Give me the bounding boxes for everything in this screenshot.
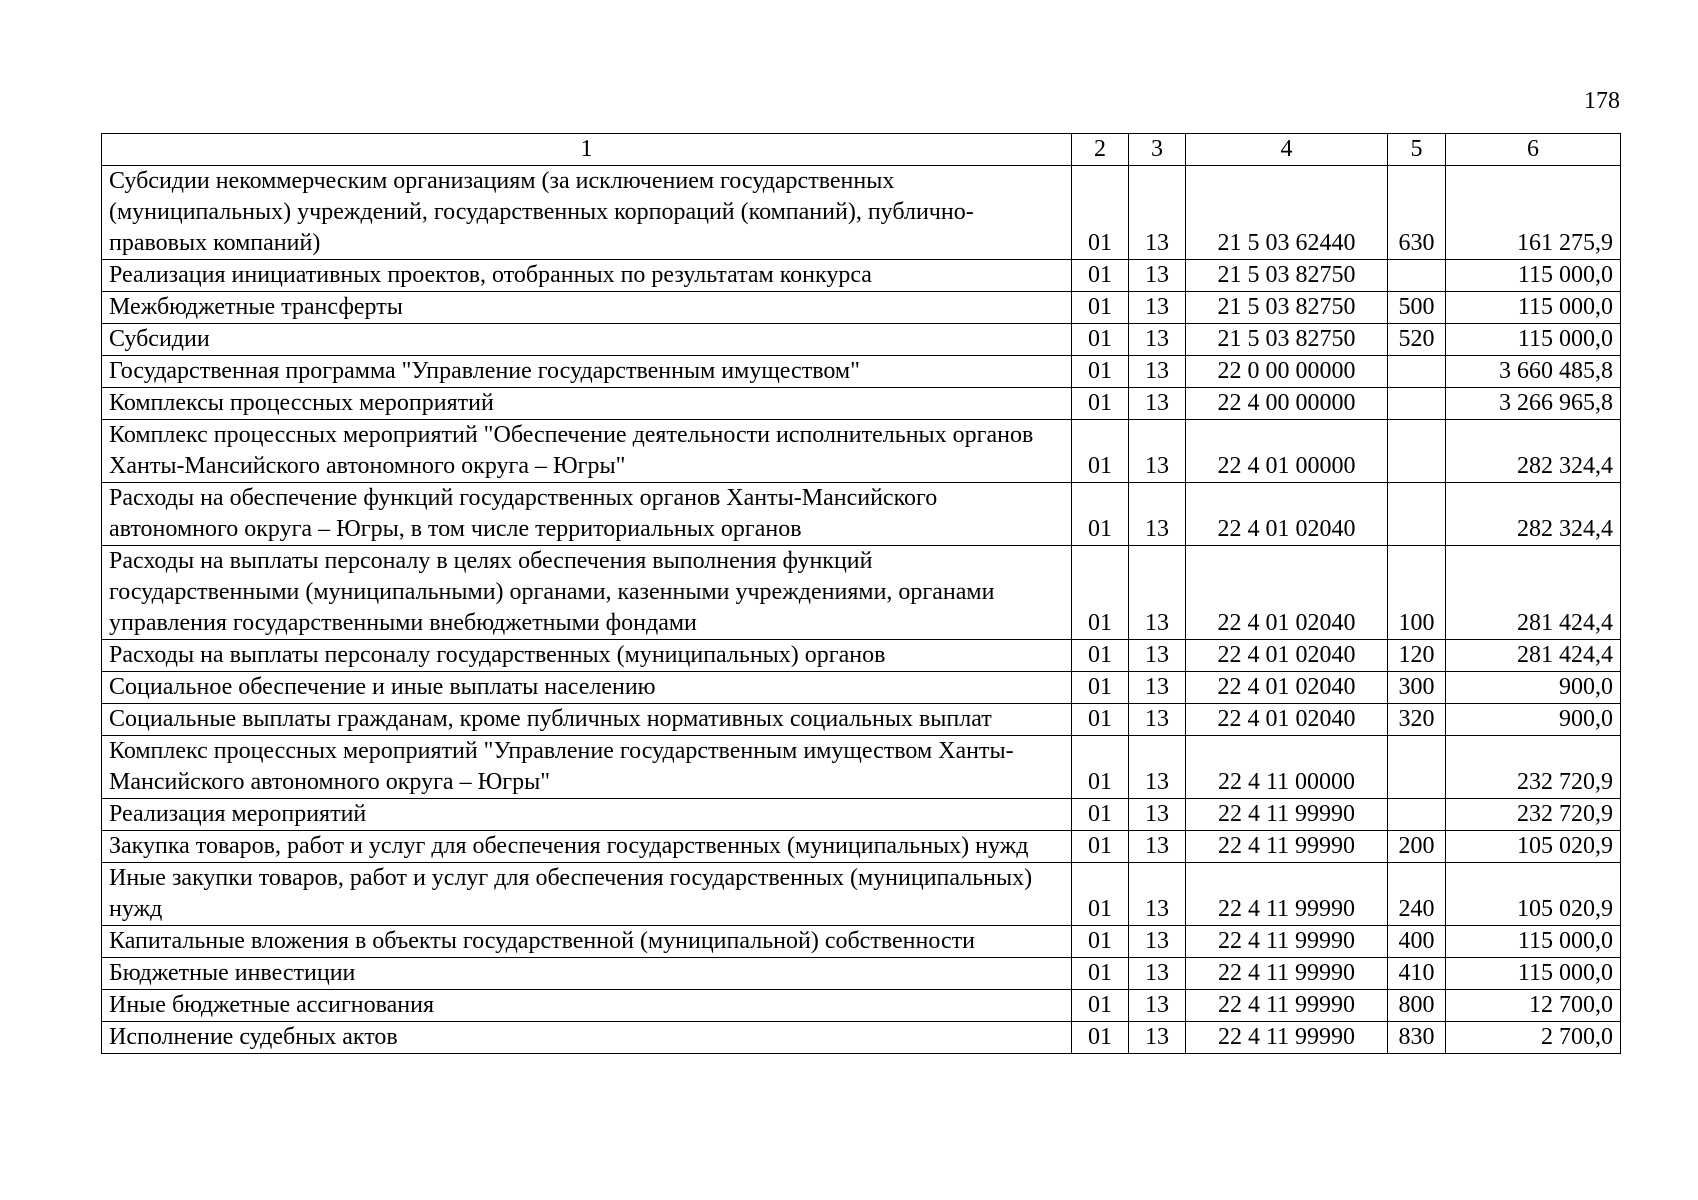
row-subsection-cell: 13	[1129, 420, 1186, 483]
row-expense-type-cell	[1388, 388, 1446, 420]
table-row	[102, 324, 1621, 356]
header-cell: 6	[1446, 134, 1621, 166]
row-amount-cell: 281 424,4	[1446, 640, 1621, 672]
row-name-cell: Иные бюджетные ассигнования	[102, 990, 1072, 1022]
row-amount-cell: 282 324,4	[1446, 420, 1621, 483]
row-subsection-cell: 13	[1129, 324, 1186, 356]
row-section-cell: 01	[1072, 324, 1129, 356]
row-subsection-cell: 13	[1129, 166, 1186, 260]
table-row	[102, 388, 1621, 420]
row-subsection-cell: 13	[1129, 958, 1186, 990]
row-expense-type-cell: 200	[1388, 831, 1446, 863]
row-subsection-cell: 13	[1129, 990, 1186, 1022]
row-subsection-cell: 13	[1129, 831, 1186, 863]
row-target-article-cell: 22 4 11 00000	[1186, 736, 1388, 799]
row-name-cell: Иные закупки товаров, работ и услуг для обеспечения государственных (муниципальных) нужд	[102, 863, 1072, 926]
row-expense-type-cell: 100	[1388, 546, 1446, 640]
row-amount-cell: 232 720,9	[1446, 736, 1621, 799]
table-row	[102, 292, 1621, 324]
row-target-article-cell: 22 0 00 00000	[1186, 356, 1388, 388]
row-expense-type-cell	[1388, 420, 1446, 483]
row-expense-type-cell	[1388, 736, 1446, 799]
row-name-cell: Бюджетные инвестиции	[102, 958, 1072, 990]
row-name-cell: Межбюджетные трансферты	[102, 292, 1072, 324]
row-target-article-cell: 21 5 03 82750	[1186, 260, 1388, 292]
row-expense-type-cell: 240	[1388, 863, 1446, 926]
row-section-cell: 01	[1072, 420, 1129, 483]
row-section-cell: 01	[1072, 166, 1129, 260]
row-section-cell: 01	[1072, 260, 1129, 292]
row-name-cell: Расходы на выплаты персоналу в целях обеспечения выполнения функций государственными (муниципальными) органами, казенными учреждениями, органами управления государственными внебюджетными фондами	[102, 546, 1072, 640]
table-row	[102, 166, 1621, 260]
row-target-article-cell: 21 5 03 82750	[1186, 324, 1388, 356]
table-row	[102, 799, 1621, 831]
row-section-cell: 01	[1072, 292, 1129, 324]
row-subsection-cell: 13	[1129, 926, 1186, 958]
row-section-cell: 01	[1072, 483, 1129, 546]
row-subsection-cell: 13	[1129, 672, 1186, 704]
row-expense-type-cell	[1388, 356, 1446, 388]
row-subsection-cell: 13	[1129, 704, 1186, 736]
row-section-cell: 01	[1072, 990, 1129, 1022]
row-target-article-cell: 22 4 01 02040	[1186, 546, 1388, 640]
row-expense-type-cell: 120	[1388, 640, 1446, 672]
table-row	[102, 990, 1621, 1022]
row-target-article-cell: 22 4 11 99990	[1186, 799, 1388, 831]
row-section-cell: 01	[1072, 388, 1129, 420]
row-name-cell: Государственная программа "Управление государственным имуществом"	[102, 356, 1072, 388]
row-subsection-cell: 13	[1129, 736, 1186, 799]
row-target-article-cell: 22 4 00 00000	[1186, 388, 1388, 420]
row-target-article-cell: 22 4 11 99990	[1186, 926, 1388, 958]
row-name-cell: Субсидии некоммерческим организациям (за исключением государственных (муниципальных) учреждений, государственных корпораций (компаний), публично-правовых компаний)	[102, 166, 1072, 260]
row-target-article-cell: 22 4 11 99990	[1186, 1022, 1388, 1054]
row-expense-type-cell	[1388, 799, 1446, 831]
row-name-cell: Социальное обеспечение и иные выплаты населению	[102, 672, 1072, 704]
row-section-cell: 01	[1072, 958, 1129, 990]
row-amount-cell: 115 000,0	[1446, 292, 1621, 324]
row-target-article-cell: 22 4 01 02040	[1186, 640, 1388, 672]
table-row	[102, 736, 1621, 799]
row-section-cell: 01	[1072, 926, 1129, 958]
row-expense-type-cell: 630	[1388, 166, 1446, 260]
row-amount-cell: 105 020,9	[1446, 863, 1621, 926]
table-row	[102, 704, 1621, 736]
row-subsection-cell: 13	[1129, 388, 1186, 420]
row-amount-cell: 3 266 965,8	[1446, 388, 1621, 420]
row-name-cell: Комплексы процессных мероприятий	[102, 388, 1072, 420]
header-cell: 1	[102, 134, 1072, 166]
row-expense-type-cell: 830	[1388, 1022, 1446, 1054]
row-amount-cell: 900,0	[1446, 704, 1621, 736]
table-row	[102, 483, 1621, 546]
row-name-cell: Комплекс процессных мероприятий "Управление государственным имуществом Ханты-Мансийского автономного округа – Югры"	[102, 736, 1072, 799]
row-amount-cell: 12 700,0	[1446, 990, 1621, 1022]
row-amount-cell: 115 000,0	[1446, 958, 1621, 990]
row-name-cell: Расходы на выплаты персоналу государственных (муниципальных) органов	[102, 640, 1072, 672]
row-expense-type-cell	[1388, 260, 1446, 292]
budget-table	[101, 133, 1621, 1054]
table-row	[102, 831, 1621, 863]
row-subsection-cell: 13	[1129, 292, 1186, 324]
table-row	[102, 546, 1621, 640]
row-amount-cell: 281 424,4	[1446, 546, 1621, 640]
row-section-cell: 01	[1072, 799, 1129, 831]
table-body	[102, 166, 1621, 1054]
row-section-cell: 01	[1072, 672, 1129, 704]
row-section-cell: 01	[1072, 704, 1129, 736]
header-cell: 3	[1129, 134, 1186, 166]
row-amount-cell: 282 324,4	[1446, 483, 1621, 546]
row-amount-cell: 2 700,0	[1446, 1022, 1621, 1054]
row-amount-cell: 105 020,9	[1446, 831, 1621, 863]
row-amount-cell: 3 660 485,8	[1446, 356, 1621, 388]
row-name-cell: Субсидии	[102, 324, 1072, 356]
table-row	[102, 1022, 1621, 1054]
row-expense-type-cell: 800	[1388, 990, 1446, 1022]
row-section-cell: 01	[1072, 831, 1129, 863]
row-expense-type-cell: 400	[1388, 926, 1446, 958]
table-row	[102, 356, 1621, 388]
row-name-cell: Реализация мероприятий	[102, 799, 1072, 831]
row-subsection-cell: 13	[1129, 1022, 1186, 1054]
row-amount-cell: 232 720,9	[1446, 799, 1621, 831]
row-target-article-cell: 22 4 11 99990	[1186, 990, 1388, 1022]
row-section-cell: 01	[1072, 356, 1129, 388]
row-expense-type-cell: 320	[1388, 704, 1446, 736]
header-cell: 2	[1072, 134, 1129, 166]
row-target-article-cell: 22 4 11 99990	[1186, 831, 1388, 863]
row-subsection-cell: 13	[1129, 863, 1186, 926]
row-target-article-cell: 22 4 01 02040	[1186, 704, 1388, 736]
header-cell: 4	[1186, 134, 1388, 166]
row-name-cell: Расходы на обеспечение функций государственных органов Ханты-Мансийского автономного округа – Югры, в том числе территориальных органов	[102, 483, 1072, 546]
row-expense-type-cell: 500	[1388, 292, 1446, 324]
row-target-article-cell: 22 4 11 99990	[1186, 958, 1388, 990]
row-subsection-cell: 13	[1129, 483, 1186, 546]
row-expense-type-cell: 300	[1388, 672, 1446, 704]
row-section-cell: 01	[1072, 863, 1129, 926]
row-name-cell: Реализация инициативных проектов, отобранных по результатам конкурса	[102, 260, 1072, 292]
row-target-article-cell: 21 5 03 62440	[1186, 166, 1388, 260]
table-row	[102, 420, 1621, 483]
row-target-article-cell: 21 5 03 82750	[1186, 292, 1388, 324]
row-subsection-cell: 13	[1129, 260, 1186, 292]
row-target-article-cell: 22 4 01 02040	[1186, 483, 1388, 546]
row-name-cell: Комплекс процессных мероприятий "Обеспечение деятельности исполнительных органов Ханты-Мансийского автономного округа – Югры"	[102, 420, 1072, 483]
row-subsection-cell: 13	[1129, 640, 1186, 672]
row-target-article-cell: 22 4 01 00000	[1186, 420, 1388, 483]
table-row	[102, 926, 1621, 958]
row-section-cell: 01	[1072, 640, 1129, 672]
row-expense-type-cell: 520	[1388, 324, 1446, 356]
row-target-article-cell: 22 4 11 99990	[1186, 863, 1388, 926]
table-row	[102, 640, 1621, 672]
row-expense-type-cell: 410	[1388, 958, 1446, 990]
row-target-article-cell: 22 4 01 02040	[1186, 672, 1388, 704]
row-amount-cell: 115 000,0	[1446, 926, 1621, 958]
row-section-cell: 01	[1072, 1022, 1129, 1054]
row-expense-type-cell	[1388, 483, 1446, 546]
row-name-cell: Социальные выплаты гражданам, кроме публичных нормативных социальных выплат	[102, 704, 1072, 736]
row-section-cell: 01	[1072, 736, 1129, 799]
table-row	[102, 863, 1621, 926]
row-subsection-cell: 13	[1129, 356, 1186, 388]
table-row	[102, 672, 1621, 704]
row-amount-cell: 115 000,0	[1446, 260, 1621, 292]
row-subsection-cell: 13	[1129, 546, 1186, 640]
row-name-cell: Закупка товаров, работ и услуг для обеспечения государственных (муниципальных) нужд	[102, 831, 1072, 863]
row-amount-cell: 161 275,9	[1446, 166, 1621, 260]
row-section-cell: 01	[1072, 546, 1129, 640]
header-cell: 5	[1388, 134, 1446, 166]
row-amount-cell: 900,0	[1446, 672, 1621, 704]
row-name-cell: Капитальные вложения в объекты государственной (муниципальной) собственности	[102, 926, 1072, 958]
header-row	[102, 134, 1621, 166]
page-number: 178	[1584, 88, 1620, 114]
row-name-cell: Исполнение судебных актов	[102, 1022, 1072, 1054]
table-row	[102, 260, 1621, 292]
table-row	[102, 958, 1621, 990]
row-subsection-cell: 13	[1129, 799, 1186, 831]
row-amount-cell: 115 000,0	[1446, 324, 1621, 356]
